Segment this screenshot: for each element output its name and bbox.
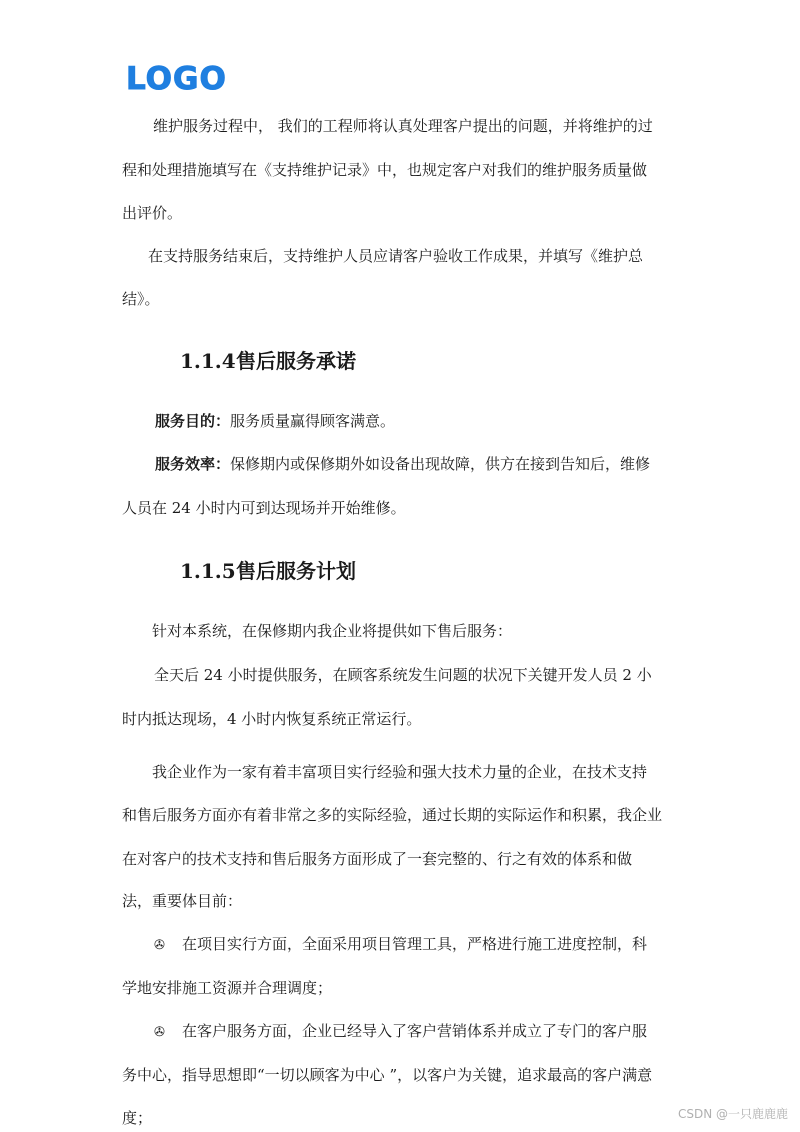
section-heading: [180, 348, 356, 374]
section-title: 售后服务承诺: [236, 349, 356, 373]
text-line: 学地安排施工资源并合理调度；: [122, 979, 333, 997]
text-line: 出评价。: [122, 204, 183, 222]
section-number: 1.1.4: [180, 349, 236, 373]
service-efficiency-label: 服务效率：: [155, 455, 231, 473]
bullet-text: 在客户服务方面，企业已经导入了客户营销体系并成立了专门的客户服: [182, 1022, 648, 1040]
text-line: 程和处理措施填写在《支持维护记录》中，也规定客户对我们的维护服务质量做: [122, 161, 648, 179]
bullet-text: 在项目实行方面，全面采用项目管理工具，严格进行施工进度控制，科: [182, 935, 648, 953]
service-efficiency-text: 保修期内或保修期外如设备出现故障，供方在接到告知后，维修: [230, 455, 651, 473]
section-heading: [180, 558, 356, 584]
text-line: 和售后服务方面亦有着非常之多的实际经验，通过长期的实际运作和积累，我企业: [122, 806, 663, 824]
paragraph-after-sales-intro: 针对本系统，在保修期内我企业将提供如下售后服务：: [152, 622, 513, 640]
text-line: 结》。: [122, 290, 160, 308]
bullet-icon: ✇: [154, 1025, 165, 1040]
text-line: [155, 454, 650, 474]
text-line: 在对客户的技术支持和售后服务方面形成了一套完整的、行之有效的体系和做: [122, 850, 633, 868]
bullet-icon: ✇: [154, 938, 165, 953]
section-number: 1.1.5: [180, 559, 236, 583]
text-line: [154, 934, 647, 956]
text-line: 我企业作为一家有着丰富项目实行经验和强大技术力量的企业，在技术支持: [152, 763, 648, 781]
text-line: 维护服务过程中， 我们的工程师将认真处理客户提出的问题，并将维护的过: [153, 117, 653, 135]
text-line: 法，重要体目前：: [122, 892, 243, 910]
text-line: 度；: [122, 1109, 153, 1127]
text-line: 全天后 24 小时提供服务，在顾客系统发生问题的状况下关键开发人员 2 小: [154, 666, 652, 684]
text-line: 在支持服务结束后，支持维护人员应请客户验收工作成果，并填写《维护总: [148, 247, 644, 265]
text-line: 务中心，指导思想即“一切以顾客为中心 ”，以客户为关键，追求最高的客户满意: [122, 1066, 653, 1084]
text-line: 时内抵达现场，4 小时内恢复系统正常运行。: [122, 710, 422, 728]
service-purpose-label: 服务目的：: [155, 412, 231, 430]
service-purpose-text: 服务质量赢得顾客满意。: [230, 412, 396, 430]
text-line: [154, 1021, 647, 1043]
service-purpose: [155, 411, 395, 431]
section-title: 售后服务计划: [236, 559, 356, 583]
logo: LOGO: [126, 61, 227, 97]
watermark: CSDN @一只鹿鹿鹿: [677, 1107, 788, 1121]
text-line: 人员在 24 小时内可到达现场并开始维修。: [122, 499, 406, 517]
